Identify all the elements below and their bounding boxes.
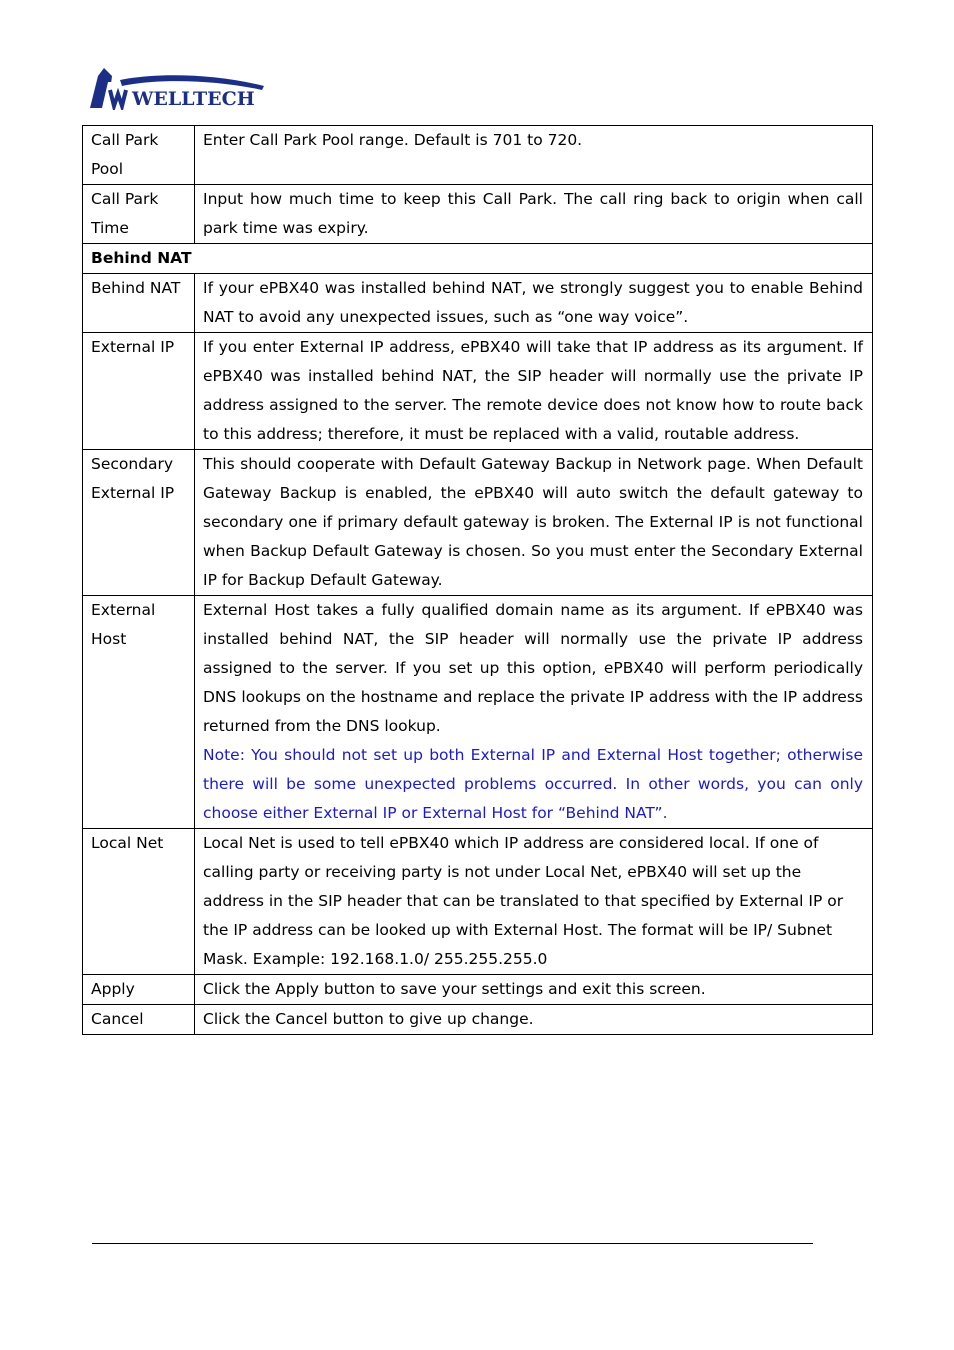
table-row: [83, 185, 873, 244]
param-description: [195, 975, 873, 1005]
table-row: [83, 975, 873, 1005]
description-text: This should cooperate with Default Gateway Backup in Network page. When Default Gateway Backup is enabled, the ePBX40 will auto switch the default gateway to secondary one if primary default gateway is broken. The External IP is not functional when Backup Default Gateway is chosen. So you must enter the Secondary External IP for Backup Default Gateway.: [203, 455, 863, 589]
table-row: [83, 829, 873, 975]
param-name: External IP: [83, 333, 195, 450]
table-row: [83, 450, 873, 596]
table-row: [83, 274, 873, 333]
table-row: [83, 126, 873, 185]
param-name: Secondary External IP: [83, 450, 195, 596]
table-row: [83, 1005, 873, 1035]
description-text: External Host takes a fully qualified domain name as its argument. If ePBX40 was installed behind NAT, the SIP header will normally use the private IP address assigned to the server. If you set up this option, ePBX40 will perform periodically DNS lookups on the hostname and replace the private IP address with the IP address returned from the DNS lookup.: [203, 601, 863, 735]
description-text: If your ePBX40 was installed behind NAT, we strongly suggest you to enable Behind NAT to avoid any unexpected issues, such as “one way voice”.: [203, 279, 863, 326]
parameter-table: [82, 125, 873, 1035]
param-description: [195, 829, 873, 975]
description-text: Input how much time to keep this Call Park. The call ring back to origin when call park time was expiry.: [203, 190, 863, 237]
description-text: Enter Call Park Pool range. Default is 701 to 720.: [203, 131, 583, 149]
param-description: [195, 1005, 873, 1035]
section-row: [83, 244, 873, 274]
description-text: Click the Apply button to save your settings and exit this screen.: [203, 980, 706, 998]
param-description: [195, 450, 873, 596]
param-description: [195, 596, 873, 829]
param-description: [195, 333, 873, 450]
param-name: Cancel: [83, 1005, 195, 1035]
param-name: Local Net: [83, 829, 195, 975]
param-name: External Host: [83, 596, 195, 829]
param-description: [195, 126, 873, 185]
description-text: Local Net is used to tell ePBX40 which IP address are considered local. If one of calling party or receiving party is not under Local Net, ePBX40 will set up the address in the SIP header that can be translated to that specified by External IP or the IP address can be looked up with External Host. The format will be IP/ Subnet Mask. Example: 192.168.1.0/ 255.255.255.0: [203, 834, 844, 968]
table-row: [83, 333, 873, 450]
param-name: Behind NAT: [83, 274, 195, 333]
welltech-logo: [88, 66, 268, 110]
description-text: If you enter External IP address, ePBX40 will take that IP address as its argument. If ePBX40 was installed behind NAT, the SIP header will normally use the private IP address assigned to the server. The remote device does not know how to route back to this address; therefore, it must be replaced with a valid, routable address.: [203, 338, 863, 443]
param-name: Apply: [83, 975, 195, 1005]
param-name: Call Park Time: [83, 185, 195, 244]
param-description: [195, 274, 873, 333]
description-text: Click the Cancel button to give up change.: [203, 1010, 534, 1028]
table-row: [83, 596, 873, 829]
section-title: Behind NAT: [83, 244, 873, 274]
logo-wordmark: WELLTECH: [132, 88, 255, 110]
param-name: Call Park Pool: [83, 126, 195, 185]
note-text: Note: You should not set up both External IP and External Host together; otherwise there will be some unexpected problems occurred. In other words, you can only choose either External IP or External Host for “Behind NAT”.: [203, 746, 863, 822]
footer-rule: [92, 1243, 813, 1244]
param-description: [195, 185, 873, 244]
